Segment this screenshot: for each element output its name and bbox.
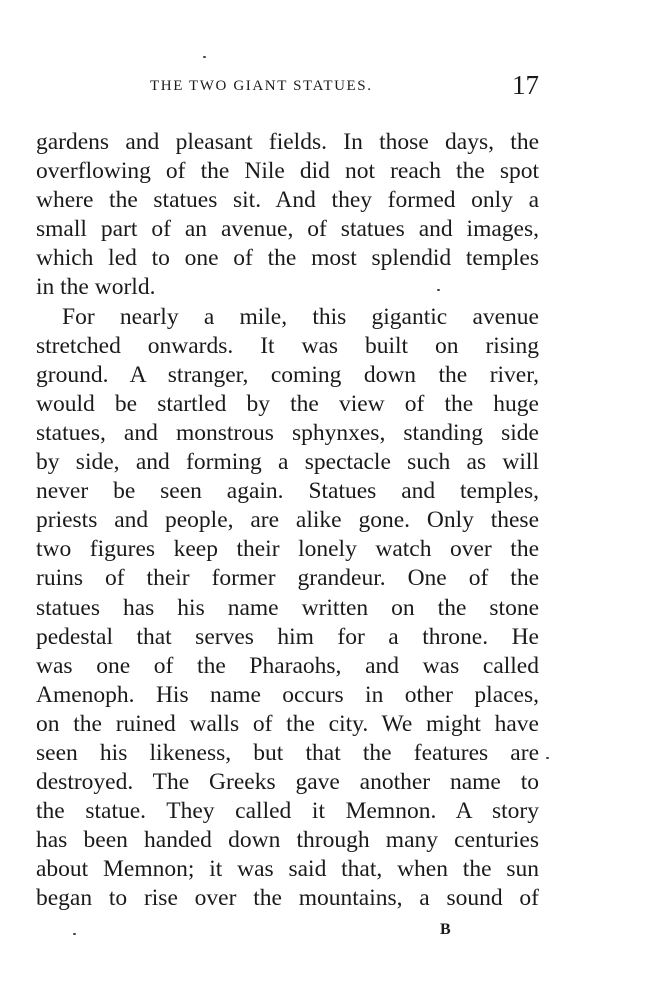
page-number: 17 bbox=[512, 70, 539, 100]
text-line: in the world. bbox=[36, 274, 156, 301]
text-line: ruins of their former grandeur. One of the bbox=[36, 565, 539, 592]
text-line: which led to one of the most splendid temples bbox=[36, 245, 539, 272]
text-line: has been handed down through many centuries bbox=[36, 827, 539, 854]
text-line: on the ruined walls of the city. We might have bbox=[36, 710, 539, 737]
text-line: was one of the Pharaohs, and was called bbox=[36, 652, 539, 679]
text-line: overflowing of the Nile did not reach the spot bbox=[36, 158, 539, 185]
text-line: gardens and pleasant fields. In those days, the bbox=[36, 129, 539, 155]
ink-speck bbox=[203, 56, 206, 58]
text-line: For nearly a mile, this gigantic avenue bbox=[62, 303, 539, 330]
text-line: two figures keep their lonely watch over the bbox=[36, 536, 539, 563]
ink-speck bbox=[546, 757, 549, 759]
text-line: stretched onwards. It was built on rising bbox=[36, 332, 539, 359]
running-head: THE TWO GIANT STATUES. bbox=[150, 78, 373, 94]
text-line: small part of an avenue, of statues and images, bbox=[36, 216, 539, 243]
text-line: by side, and forming a spectacle such as will bbox=[36, 449, 539, 476]
ink-speck bbox=[437, 289, 440, 291]
text-line: about Memnon; it was said that, when the sun bbox=[36, 856, 539, 883]
body-text bbox=[36, 128, 539, 914]
text-line: began to rise over the mountains, a sound of bbox=[36, 885, 539, 912]
text-line: ground. A stranger, coming down the river, bbox=[36, 361, 539, 388]
text-line: pedestal that serves him for a throne. He bbox=[36, 623, 539, 650]
text-line: would be startled by the view of the huge bbox=[36, 390, 539, 417]
text-line: statues, and monstrous sphynxes, standing side bbox=[36, 419, 539, 446]
text-line: never be seen again. Statues and temples, bbox=[36, 478, 539, 505]
ink-speck bbox=[73, 933, 76, 935]
text-line: where the statues sit. And they formed only a bbox=[36, 187, 539, 214]
text-line: destroyed. The Greeks gave another name to bbox=[36, 769, 539, 796]
signature-mark: B bbox=[440, 921, 451, 938]
text-line: seen his likeness, but that the features are bbox=[36, 739, 539, 766]
text-line: statues has his name written on the stone bbox=[36, 594, 539, 621]
text-line: priests and people, are alike gone. Only these bbox=[36, 507, 539, 534]
text-line: Amenoph. His name occurs in other places, bbox=[36, 681, 539, 708]
text-line: the statue. They called it Memnon. A story bbox=[36, 798, 539, 825]
